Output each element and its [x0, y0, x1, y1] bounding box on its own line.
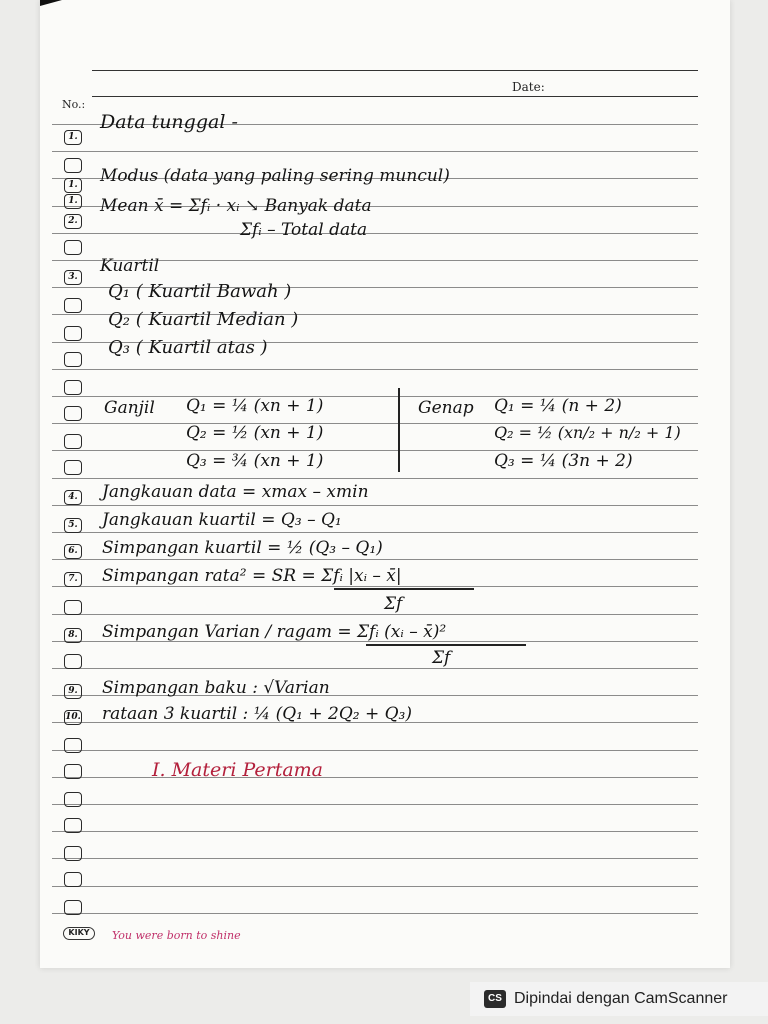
ruled-line [52, 586, 698, 587]
jangkauan-data-formula: Jangkauan data = xmax – xmin [102, 482, 369, 502]
genap-label: Genap [418, 398, 474, 418]
q2-definition: Q₂ ( Kuartil Median ) [108, 309, 299, 330]
row-number-box [64, 738, 82, 753]
ganjil-q3: Q₃ = ¾ (xn + 1) [186, 451, 324, 471]
ruled-line [52, 668, 698, 669]
ruled-line [52, 831, 698, 832]
row-number-box: 4. [64, 490, 82, 505]
ruled-line [52, 559, 698, 560]
brand-slogan: You were born to shine [112, 929, 241, 942]
ruled-line [52, 614, 698, 615]
q1-definition: Q₁ ( Kuartil Bawah ) [108, 281, 292, 302]
simpangan-rata-denominator: Σf [384, 594, 403, 614]
genap-q1: Q₁ = ¼ (n + 2) [494, 396, 622, 416]
row-number-box [64, 764, 82, 779]
genap-q3: Q₃ = ¼ (3n + 2) [494, 451, 633, 471]
ruled-line [52, 505, 698, 506]
table-divider [398, 388, 400, 472]
camscanner-label: Dipindai dengan CamScanner [514, 990, 728, 1007]
kuartil-heading: Kuartil [100, 256, 160, 276]
simpangan-varian-denominator: Σf [432, 648, 451, 668]
row-number-box: 1. [64, 194, 82, 209]
row-number-box: 1. [64, 130, 82, 145]
row-number-box [64, 600, 82, 615]
row-number-box: 10. [64, 710, 82, 725]
row-number-box [64, 380, 82, 395]
total-data-note: Σfᵢ – Total data [240, 220, 368, 240]
ruled-line [52, 886, 698, 887]
heading-data-tunggal: Data tunggal - [100, 111, 238, 133]
ruled-line [52, 913, 698, 914]
brand-logo: KIKY [63, 927, 95, 940]
ruled-line [52, 369, 698, 370]
ruled-line [52, 858, 698, 859]
row-number-box [64, 900, 82, 915]
row-number-box [64, 240, 82, 255]
ruled-line [52, 750, 698, 751]
header-rule [92, 70, 698, 71]
camscanner-watermark [470, 982, 768, 1016]
simpangan-rata-formula: Simpangan rata² = SR = Σfᵢ |xᵢ – x̄| [102, 566, 402, 586]
row-number-box: 2. [64, 214, 82, 229]
row-number-box [64, 846, 82, 861]
genap-q2: Q₂ = ½ (xn/₂ + n/₂ + 1) [494, 423, 681, 442]
ganjil-q2: Q₂ = ½ (xn + 1) [186, 423, 324, 443]
row-number-box [64, 352, 82, 367]
ruled-line [52, 532, 698, 533]
row-number-box: 7. [64, 572, 82, 587]
row-number-box: 6. [64, 544, 82, 559]
jangkauan-kuartil-formula: Jangkauan kuartil = Q₃ – Q₁ [102, 510, 342, 530]
row-number-box [64, 406, 82, 421]
row-number-box: 9. [64, 684, 82, 699]
page-corner-shadow [40, 0, 62, 6]
camscanner-logo-icon: CS [484, 990, 506, 1008]
mean-formula: Mean x̄ = Σfᵢ · xᵢ ↘ Banyak data [100, 196, 372, 216]
row-number-box [64, 792, 82, 807]
number-label: No.: [62, 98, 86, 111]
fraction-bar [366, 644, 526, 646]
row-number-box: 8. [64, 628, 82, 643]
row-number-box [64, 654, 82, 669]
fraction-bar [334, 588, 474, 590]
row-number-box [64, 326, 82, 341]
row-number-box: 1. [64, 178, 82, 193]
ruled-line [52, 151, 698, 152]
row-number-box [64, 434, 82, 449]
ganjil-q1: Q₁ = ¼ (xn + 1) [186, 396, 324, 416]
ruled-line [52, 478, 698, 479]
ruled-line [52, 804, 698, 805]
simpangan-varian-formula: Simpangan Varian / ragam = Σfᵢ (xᵢ – x̄)² [102, 622, 447, 642]
simpangan-kuartil-formula: Simpangan kuartil = ½ (Q₃ – Q₁) [102, 538, 383, 558]
row-number-box: 5. [64, 518, 82, 533]
ruled-line [52, 233, 698, 234]
row-number-box: 3. [64, 270, 82, 285]
rataan-kuartil-formula: rataan 3 kuartil : ¼ (Q₁ + 2Q₂ + Q₃) [102, 704, 413, 724]
section-title: I. Materi Pertama [152, 759, 324, 781]
header-rule [92, 96, 698, 97]
modus-definition: Modus (data yang paling sering muncul) [100, 166, 450, 186]
row-number-box [64, 158, 82, 173]
ruled-line [52, 777, 698, 778]
row-number-box [64, 298, 82, 313]
simpangan-baku-formula: Simpangan baku : √Varian [102, 678, 330, 698]
date-label: Date: [512, 80, 545, 94]
row-number-box [64, 818, 82, 833]
q3-definition: Q₃ ( Kuartil atas ) [108, 337, 268, 358]
row-number-box [64, 872, 82, 887]
row-number-box [64, 460, 82, 475]
ganjil-label: Ganjil [104, 398, 155, 418]
